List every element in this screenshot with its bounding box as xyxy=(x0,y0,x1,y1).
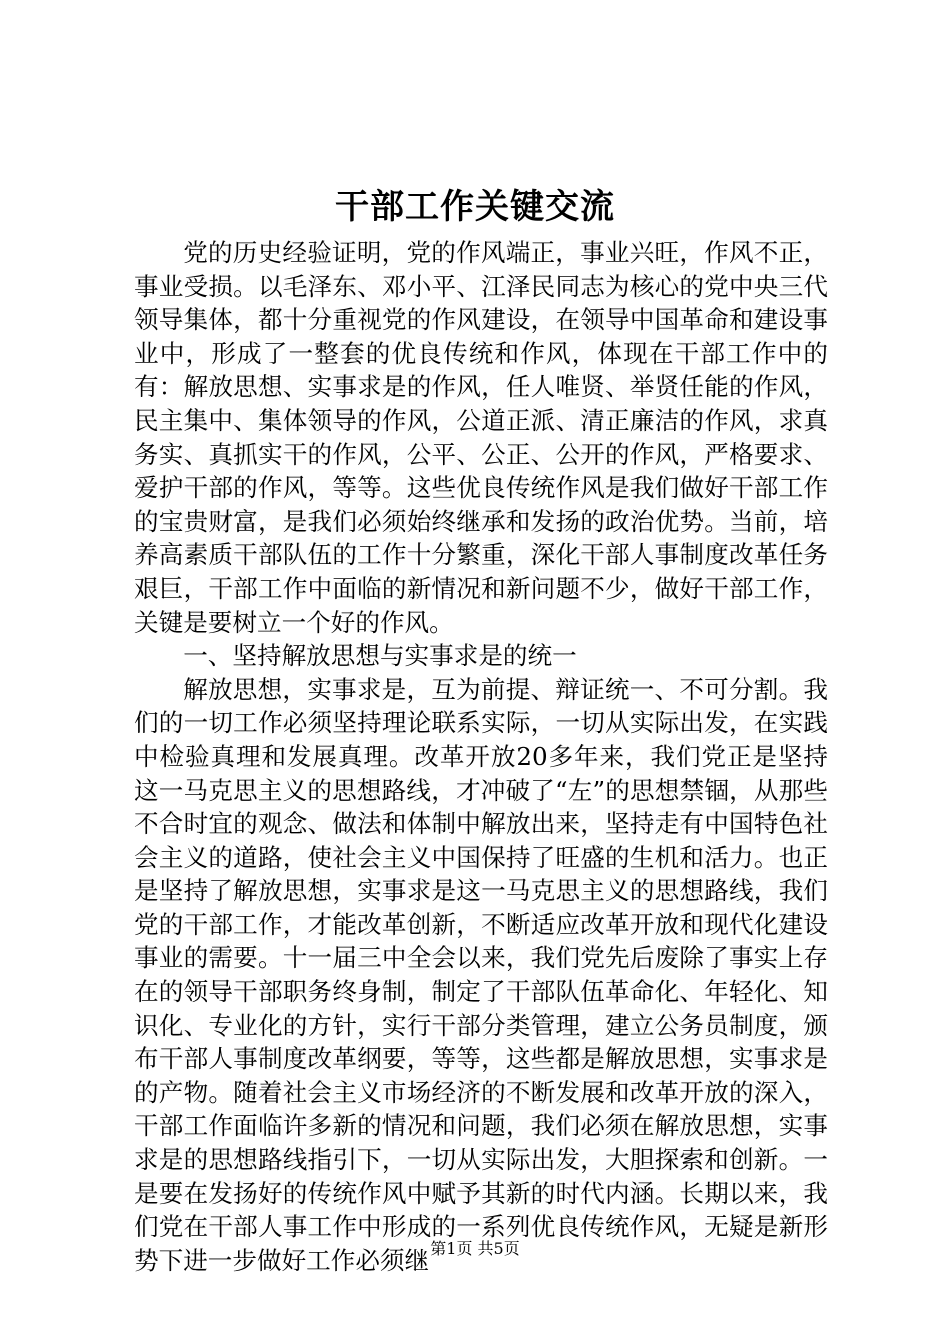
paragraph-intro: 党的历史经验证明，党的作风端正，事业兴旺，作风不正，事业受损。以毛泽东、邓小平、江泽民同志为核心的党中央三代领导集体，都十分重视党的作风建设，在领导中国革命和建设事业中，形成了一整套的优良传统和作风，体现在干部工作中的有：解放思想、实事求是的作风，任人唯贤、举贤任能的作风，民主集中、集体领导的作风，公道正派、清正廉洁的作风，求真务实、真抓实干的作风，公平、公正、公开的作风，严格要求、爱护干部的作风，等等。这些优良传统作风是我们做好干部工作的宝贵财富，是我们必须始终继承和发扬的政治优势。当前，培养高素质干部队伍的工作十分繁重，深化干部人事制度改革任务艰巨，干部工作中面临的新情况和新问题不少，做好干部工作，关键是要树立一个好的作风。 xyxy=(134,238,828,637)
section-heading-1: 一、坚持解放思想与实事求是的统一 xyxy=(183,641,577,671)
document-title: 干部工作关键交流 xyxy=(335,187,615,227)
document-body xyxy=(134,236,828,1277)
paragraph-section-1: 解放思想，实事求是，互为前提、辩证统一、不可分割。我们的一切工作必须坚持理论联系实际，一切从实际出发，在实践中检验真理和发展真理。改革开放20多年来，我们党正是坚持这一马克思主义的思想路线，才冲破了“左”的思想禁锢，从那些不合时宜的观念、做法和体制中解放出来，坚持走有中国特色社会主义的道路，使社会主义中国保持了旺盛的生机和活力。也正是坚持了解放思想，实事求是这一马克思主义的思想路线，我们党的干部工作，才能改革创新，不断适应改革开放和现代化建设事业的需要。十一届三中全会以来，我们党先后废除了事实上存在的领导干部职务终身制，制定了干部队伍革命化、年轻化、知识化、专业化的方针，实行干部分类管理，建立公务员制度，颁布干部人事制度改革纲要，等等，这些都是解放思想，实事求是的产物。随着社会主义市场经济的不断发展和改革开放的深入，干部工作面临许多新的情况和问题，我们必须在解放思想，实事求是的思想路线指引下，一切从实际出发，大胆探索和创新。一是要在发扬好的传统作风中赋予其新的时代内涵。长期以来，我们党在干部人事工作中形成的一系列优良传统作风，无疑是新形势下进一步做好工作必须继 xyxy=(134,674,828,1275)
page-footer: 第1页 共5页 xyxy=(430,1239,520,1258)
